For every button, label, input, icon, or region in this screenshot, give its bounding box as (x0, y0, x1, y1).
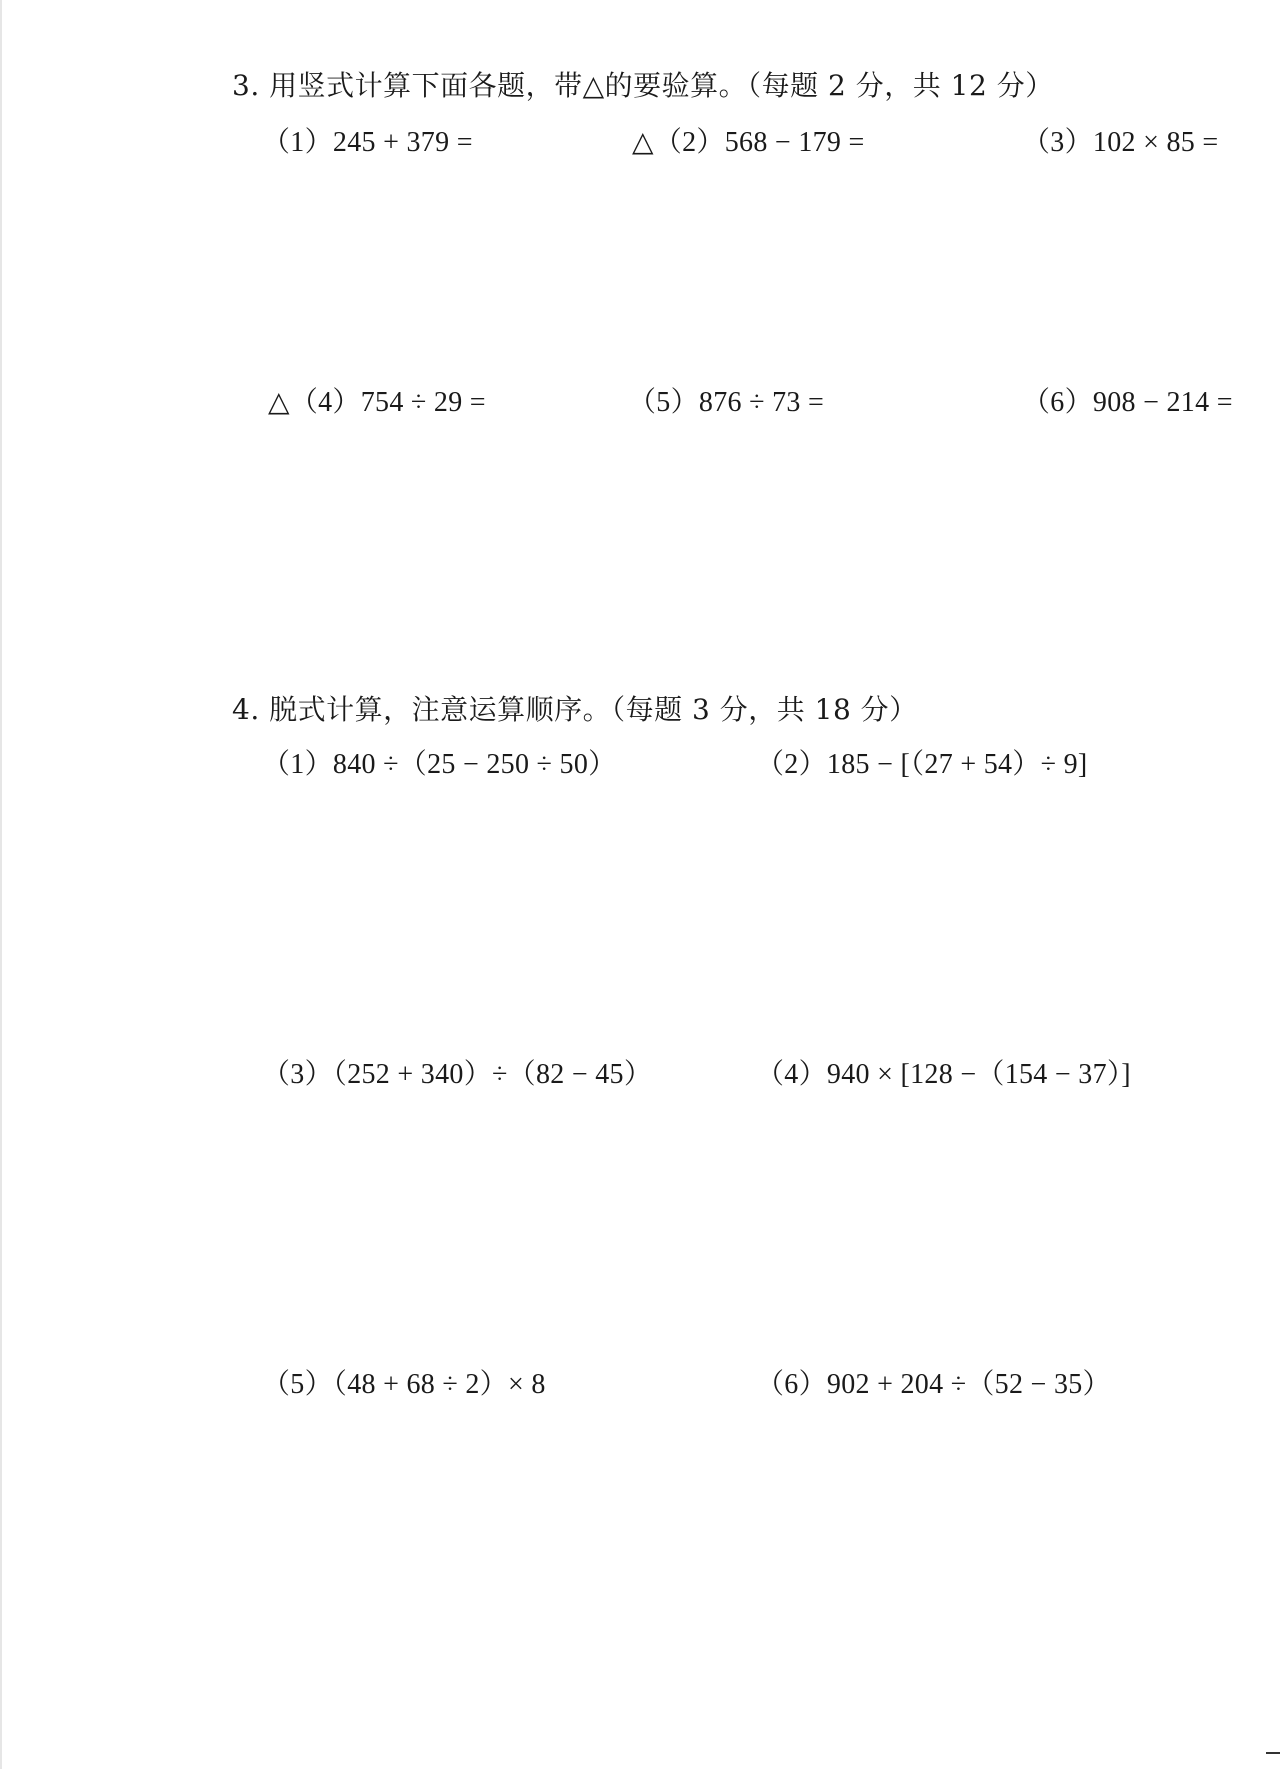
section-3-problem-4: △（4）754 ÷ 29 = (268, 387, 486, 418)
section-3-problem-3: （3）102 × 85 = (1022, 127, 1219, 158)
page-edge-mark (1266, 1752, 1280, 1754)
section-3-heading: 3. 用竖式计算下面各题，带△的要验算。（每题 2 分，共 12 分） (232, 69, 1054, 102)
section-3-problem-2: △（2）568 − 179 = (632, 127, 865, 158)
page-left-edge (0, 0, 2, 1769)
section-3-problem-5: （5）876 ÷ 73 = (628, 387, 825, 418)
section-3-problem-1: （1）245 + 379 = (262, 127, 473, 158)
section-4-problem-1: （1）840 ÷（25 − 250 ÷ 50） (262, 749, 617, 780)
section-4-problem-5: （5）（48 + 68 ÷ 2）× 8 (262, 1369, 546, 1400)
section-4-heading: 4. 脱式计算，注意运算顺序。（每题 3 分，共 18 分） (232, 693, 918, 726)
section-4-problem-4: （4）940 × [128 −（154 − 37）] (756, 1059, 1131, 1090)
section-4-problem-2: （2）185 − [（27 + 54）÷ 9] (756, 749, 1088, 780)
section-3-problem-6: （6）908 − 214 = (1022, 387, 1233, 418)
section-4-problem-6: （6）902 + 204 ÷（52 − 35） (756, 1369, 1111, 1400)
section-4-problem-3: （3）（252 + 340）÷（82 − 45） (262, 1059, 653, 1090)
